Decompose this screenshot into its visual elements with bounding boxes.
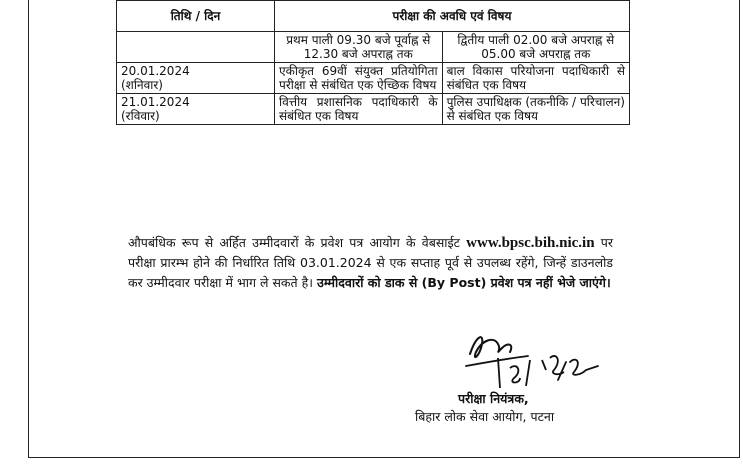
exam-schedule-table: [116, 0, 630, 125]
website-link[interactable]: www.bpsc.bih.nic.in: [466, 235, 595, 251]
date-text: 20.01.2024: [121, 64, 190, 78]
date-text: 21.01.2024: [121, 95, 190, 109]
header-date-day: तिथि / दिन: [117, 1, 275, 32]
first-shift-subject: एकीकृत 69वीं संयुक्त प्रतियोगिता परीक्षा से संबंधित एक ऐच्छिक विषय: [275, 63, 443, 94]
date-cell: [117, 94, 275, 125]
notice-start: औपबंधिक रूप से अर्हित उम्मीदवारों के प्रवेश पत्र आयोग के वेबसाईट: [128, 235, 460, 250]
date-cell: [117, 63, 275, 94]
table-header-row: [117, 1, 630, 32]
admit-card-notice: [128, 233, 613, 293]
shift-row: [117, 32, 630, 63]
shift-empty-cell: [117, 32, 275, 63]
day-text: (रविवार): [121, 109, 160, 123]
table-row: [117, 94, 630, 125]
header-duration-subject: परीक्षा की अवधि एवं विषय: [275, 1, 630, 32]
second-shift-subject: पुलिस उपाधिक्षक (तकनीकि / परिचालन) से संबंधित एक विषय: [442, 94, 629, 125]
second-shift-subject: बाल विकास परियोजना पदाधिकारी से संबंधित एक विषय: [442, 63, 629, 94]
notice-bold-end: उम्मीदवारों को डाक से (By Post) प्रवेश पत्र नहीं भेजे जाएंगे।: [316, 275, 611, 290]
handwritten-signature: [458, 322, 608, 392]
first-shift-cell: प्रथम पाली 09.30 बजे पूर्वाह्न से 12.30 बजे अपराह्न तक: [275, 32, 443, 63]
second-shift-cell: द्वितीय पाली 02.00 बजे अपराह्न से 05.00 बजे अपराह्न तक: [442, 32, 629, 63]
commission-name: बिहार लोक सेवा आयोग, पटना: [415, 409, 555, 424]
notice-middle: पर परीक्षा प्रारम्भ होने की निर्धारित तिथि 03.01.2024 से एक सप्ताह पूर्व से उपलब्ध रहेंगे, जिन्हें डाउनलोड कर उम्मीदवार परीक्षा में भाग ले सकते है।: [128, 235, 613, 290]
day-text: (शनिवार): [121, 78, 163, 92]
controller-title: परीक्षा नियंत्रक,: [458, 391, 529, 406]
first-shift-subject: वित्तीय प्रशासनिक पदाधिकारी के संबंधित एक विषय: [275, 94, 443, 125]
table-row: [117, 63, 630, 94]
